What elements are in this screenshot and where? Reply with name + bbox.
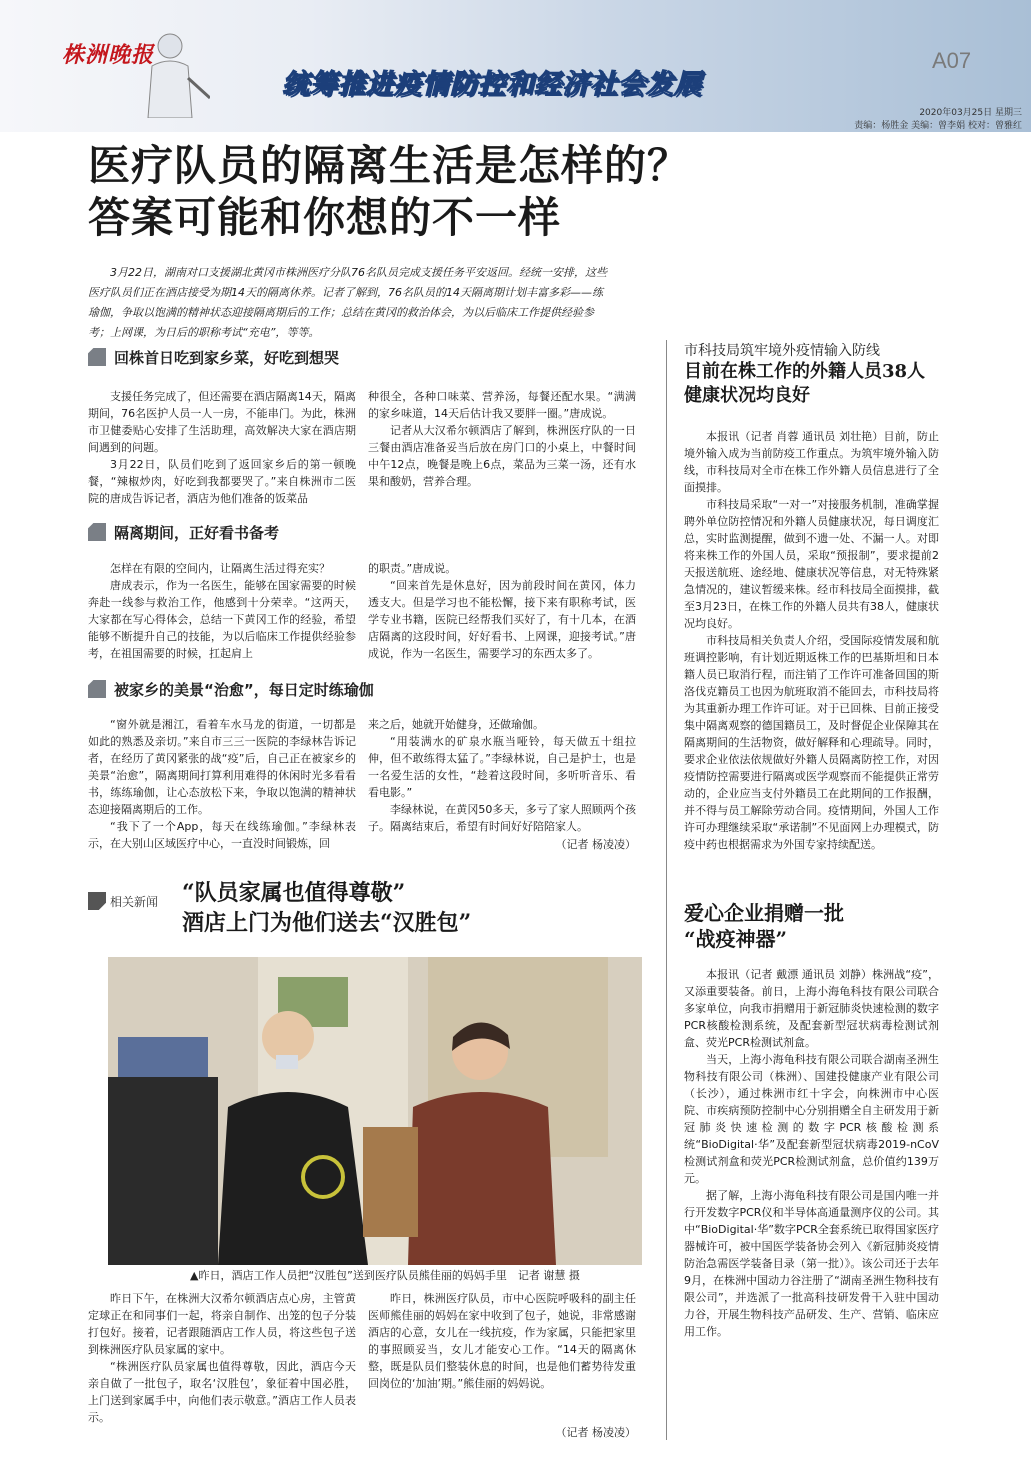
side1-title-1: 目前在株工作的外籍人员38人 xyxy=(684,361,926,382)
related-title-2: 酒店上门为他们送去“汉胜包” xyxy=(182,910,472,936)
side1-body xyxy=(684,428,939,853)
paragraph: “用装满水的矿泉水瓶当哑铃，每天做五十组拉伸，但不敢练得太猛了。”李绿林说，自己是护士，也是一名爱生活的女性，“趁着这段时间，多听听音乐、看看电影。” xyxy=(368,735,636,799)
section-title: 隔离期间，正好看书备考 xyxy=(114,523,280,542)
paragraph: 的职责。”唐成说。 xyxy=(368,562,457,575)
paragraph: “株洲医疗队员家属也值得尊敬，因此，酒店今天亲自做了一批包子，取名‘汉胜包’，象征着中国必胜，上门送到家属手中，向他们表示敬意。”酒店工作人员表示。 xyxy=(88,1360,356,1424)
side2-title-2: “战疫神器” xyxy=(684,927,788,951)
related-news-tag xyxy=(88,892,158,910)
news-photo xyxy=(108,957,642,1265)
photo-illustration xyxy=(108,957,642,1265)
paragraph: 市科技局采取“一对一”对接服务机制，准确掌握聘外单位防控情况和外籍人员健康状况，每日调度汇总，实时监测提醒，做到不遗一处、不漏一人。对即将来株工作的外国人员，采取“预报制”，要求提前2天报送航班、途经地、健康状况等信息，对无特殊紧急情况的，建议暂缓来株。经市科技局全面摸排，截至3月23日，在株工作的外籍人员共有38人，健康状况均良好。 xyxy=(684,498,939,630)
issue-date: 2020年03月25日 星期三 xyxy=(919,108,1022,118)
section-1-column-2 xyxy=(368,388,636,490)
related-column-1 xyxy=(88,1290,356,1426)
byline: （记者 杨凌凌） xyxy=(555,838,636,851)
section-banner-title: 统筹推进疫情防控和经济社会发展 xyxy=(282,69,702,100)
related-byline: （记者 杨凌凌） xyxy=(555,1426,636,1439)
column-divider xyxy=(666,340,667,1440)
section-3-column-2 xyxy=(368,716,636,835)
section-heading-1 xyxy=(88,346,339,368)
headline-line-2: 答案可能和你想的不一样 xyxy=(88,193,562,242)
page-number: A07 xyxy=(932,48,972,73)
paragraph: 本报讯（记者 戴漂 通讯员 刘静）株洲战“疫”，又添重要装备。前日，上海小海龟科技有限公司联合多家单位，向我市捐赠用于新冠肺炎快速检测的数字PCR核酸检测系统，及配套新型冠状病毒检测试剂盒、荧光PCR检测试剂盒。 xyxy=(684,968,939,1049)
paragraph: 当天，上海小海龟科技有限公司联合湖南圣洲生物科技有限公司（株洲）、国建投健康产业有限公司（长沙），通过株洲市红十字会，向株洲市中心医院、市疾病预防控制中心分别捐赠全自主研发用于新冠肺炎快速检测的数字PCR核酸检测系统“BioDigital·华”及配套新型冠状病毒2019-nCoV检测试剂盒和荧光PCR检测试剂盒，总价值约139万元。 xyxy=(684,1053,939,1185)
paragraph: 种很全，各种口味菜、营养汤，每餐还配水果。“满满的家乡味道，14天后估计我又要胖一圈。”唐成说。 xyxy=(368,390,636,420)
section-3-column-1 xyxy=(88,716,356,852)
paragraph: 支援任务完成了，但还需要在酒店隔离14天，隔离期间，76名医护人员一人一房，不能串门。为此，株洲市卫健委贴心安排了生活助理，高效解决大家在酒店期间遇到的问题。 xyxy=(88,390,356,454)
photo-caption: ▲昨日，酒店工作人员把“汉胜包”送到医疗队员熊佳丽的妈妈手里 记者 谢慧 摄 xyxy=(190,1269,580,1282)
paragraph: 昨日，株洲医疗队员，市中心医院呼吸科的副主任医师熊佳丽的妈妈在家中收到了包子，她说，非常感谢酒店的心意，女儿在一线抗疫，作为家属，只能把家里的事照顾妥当，女儿才能安心工作。“14天的隔离休整，既是队员们整装休息的时间，也是他们蓄势待发重回岗位的‘加油’期。”熊佳丽的妈妈说。 xyxy=(368,1292,636,1390)
paragraph: “回来首先是休息好，因为前段时间在黄冈，体力透支大。但是学习也不能松懈，接下来有职称考试，医学专业书籍，医院已经帮我们买好了，有十几本，在酒店隔离的这段时间，好好看书、上网课，迎接考试。”唐成说，作为一名医生，需要学习的东西太多了。 xyxy=(368,579,636,660)
paragraph: 李绿林说，在黄冈50多天，多亏了家人照顾两个孩子。隔离结束后，希望有时间好好陪陪家人。 xyxy=(368,803,636,833)
paragraph: 本报讯（记者 肖蓉 通讯员 刘壮艳）目前，防止境外输入成为当前防疫工作重点。为筑牢境外输入防线，市科技局对全市在株工作外籍人员信息进行了全面摸排。 xyxy=(684,430,939,494)
section-heading-3 xyxy=(88,678,374,700)
newspaper-logo: 株洲晚报 xyxy=(62,42,155,68)
paragraph: 记者从大汉希尔顿酒店了解到，株洲医疗队的一日三餐由酒店准备妥当后放在房门口的小桌上，中餐时间中午12点，晚餐是晚上6点，菜品为三菜一汤，还有水果和酸奶，营养合理。 xyxy=(368,424,636,488)
section-title: 被家乡的美景“治愈”，每日定时练瑜伽 xyxy=(114,680,374,699)
section-2-column-2 xyxy=(368,560,636,662)
side1-title-2: 健康状况均良好 xyxy=(684,385,810,406)
side1-kicker: 市科技局筑牢境外疫情输入防线 xyxy=(684,343,880,359)
section-title: 回株首日吃到家乡菜，好吃到想哭 xyxy=(114,348,340,367)
section-heading-2 xyxy=(88,521,279,543)
headline-line-1: 医疗队员的隔离生活是怎样的？ xyxy=(88,141,691,190)
paragraph: “我下了一个App，每天在线练瑜伽。”李绿林表示，在大别山区域医疗中心，一直没时间锻炼，回 xyxy=(88,820,356,850)
paragraph: 据了解，上海小海龟科技有限公司是国内唯一并行开发数字PCR仪和半导体高通量测序仪的公司。其中“BioDigital·华”数字PCR全套系统已取得国家医疗器械许可，被中国医学装备协会列入《新冠肺炎疫情防治急需医学装备目录（第一批）》。该公司还于去年9月，在株洲中国动力谷注册了“湖南圣洲生物科技有限公司”，并选派了一批高科技研发骨干入驻中国动力谷，开展生物科技产品研发、生产、营销、临床应用工作。 xyxy=(684,1189,939,1338)
section-2-column-1 xyxy=(88,560,356,662)
paragraph: 市科技局相关负责人介绍，受国际疫情发展和航班调控影响，有计划近期返株工作的巴基斯坦和日本籍人员已取消行程，而注销了工作许可准备回国的斯洛伐克籍员工也因为航班取消不能回去，市科技局将为其重新办理工作许可证。对于已回株、目前正接受集中隔离观察的德国籍员工，及时督促企业保障其在隔离期间的生活物资，做好解释和心理疏导。同时，要求企业依法依规做好外籍人员隔离防控工作，对因疫情防控需要进行隔离或医学观察而不能提供正常劳动的，企业应当支付外籍员工在此期间的工作报酬，并不得与员工解除劳动合同。疫情期间，外国人工作许可办理继续采取“承诺制”不见面网上办理模式，防疫中药也根据需求为外国专家持续配送。 xyxy=(684,634,939,851)
paragraph: 来之后，她就开始健身，还做瑜伽。 xyxy=(368,718,544,731)
article-lead: 3月22日，湖南对口支援湖北黄冈市株洲医疗分队76名队员完成支援任务平安返回。经统一安排，这些医疗队员们正在酒店接受为期14天的隔离休养。记者了解到，76名队员的14天隔离期计划丰富多彩——练瑜伽，争取以饱满的精神状态迎接隔离期后的工作；总结在黄冈的救治体会，为以后临床工作提供经验参考；上网课，为日后的职称考试“充电”，等等。 xyxy=(88,266,607,339)
paragraph: 昨日下午，在株洲大汉希尔顿酒店点心房，主管黄定球正在和同事们一起，将亲自制作、出笼的包子分装打包好。接着，记者跟随酒店工作人员，将这些包子送到株洲医疗队员家属的家中。 xyxy=(88,1292,356,1356)
side2-title-1: 爱心企业捐赠一批 xyxy=(684,901,844,925)
related-label: 相关新闻 xyxy=(110,894,159,909)
section-marker-icon xyxy=(88,680,106,698)
paragraph: 怎样在有限的空间内，让隔离生活过得充实？ xyxy=(110,562,330,575)
related-column-2 xyxy=(368,1290,636,1392)
paragraph: “窗外就是湘江，看着车水马龙的街道，一切都是如此的熟悉及亲切。”来自市三三一医院的李绿林告诉记者，在经历了黄冈紧张的战“疫”后，自己正在被家乡的美景“治愈”，隔离期间打算利用难得的休闲时光多看看书，练练瑜伽，让心态放松下来，争取以饱满的精神状态迎接隔离期后的工作。 xyxy=(88,718,356,816)
paragraph: 唐成表示，作为一名医生，能够在国家需要的时候奔赴一线参与救治工作，他感到十分荣幸。“这两天，大家都在写心得体会，总结一下黄冈工作的经验，希望能够不断提升自己的技能，为以后临床工作提供经验参考，在祖国需要的时候，扛起肩上 xyxy=(88,579,356,660)
section-1-column-1 xyxy=(88,388,356,507)
related-title-1: “队员家属也值得尊敬” xyxy=(182,880,406,906)
side2-body xyxy=(684,966,939,1340)
paragraph: 3月22日，队员们吃到了返回家乡后的第一顿晚餐，“辣椒炒肉，好吃到我都要哭了。”来自株洲市二医院的唐成告诉记者，酒店为他们准备的饭菜品 xyxy=(88,458,356,505)
section-marker-icon xyxy=(88,348,106,366)
related-arrow-icon xyxy=(88,892,106,910)
editor-credits: 责编：杨胜金 美编：曾李娟 校对：曾雅红 xyxy=(854,121,1022,131)
section-marker-icon xyxy=(88,523,106,541)
